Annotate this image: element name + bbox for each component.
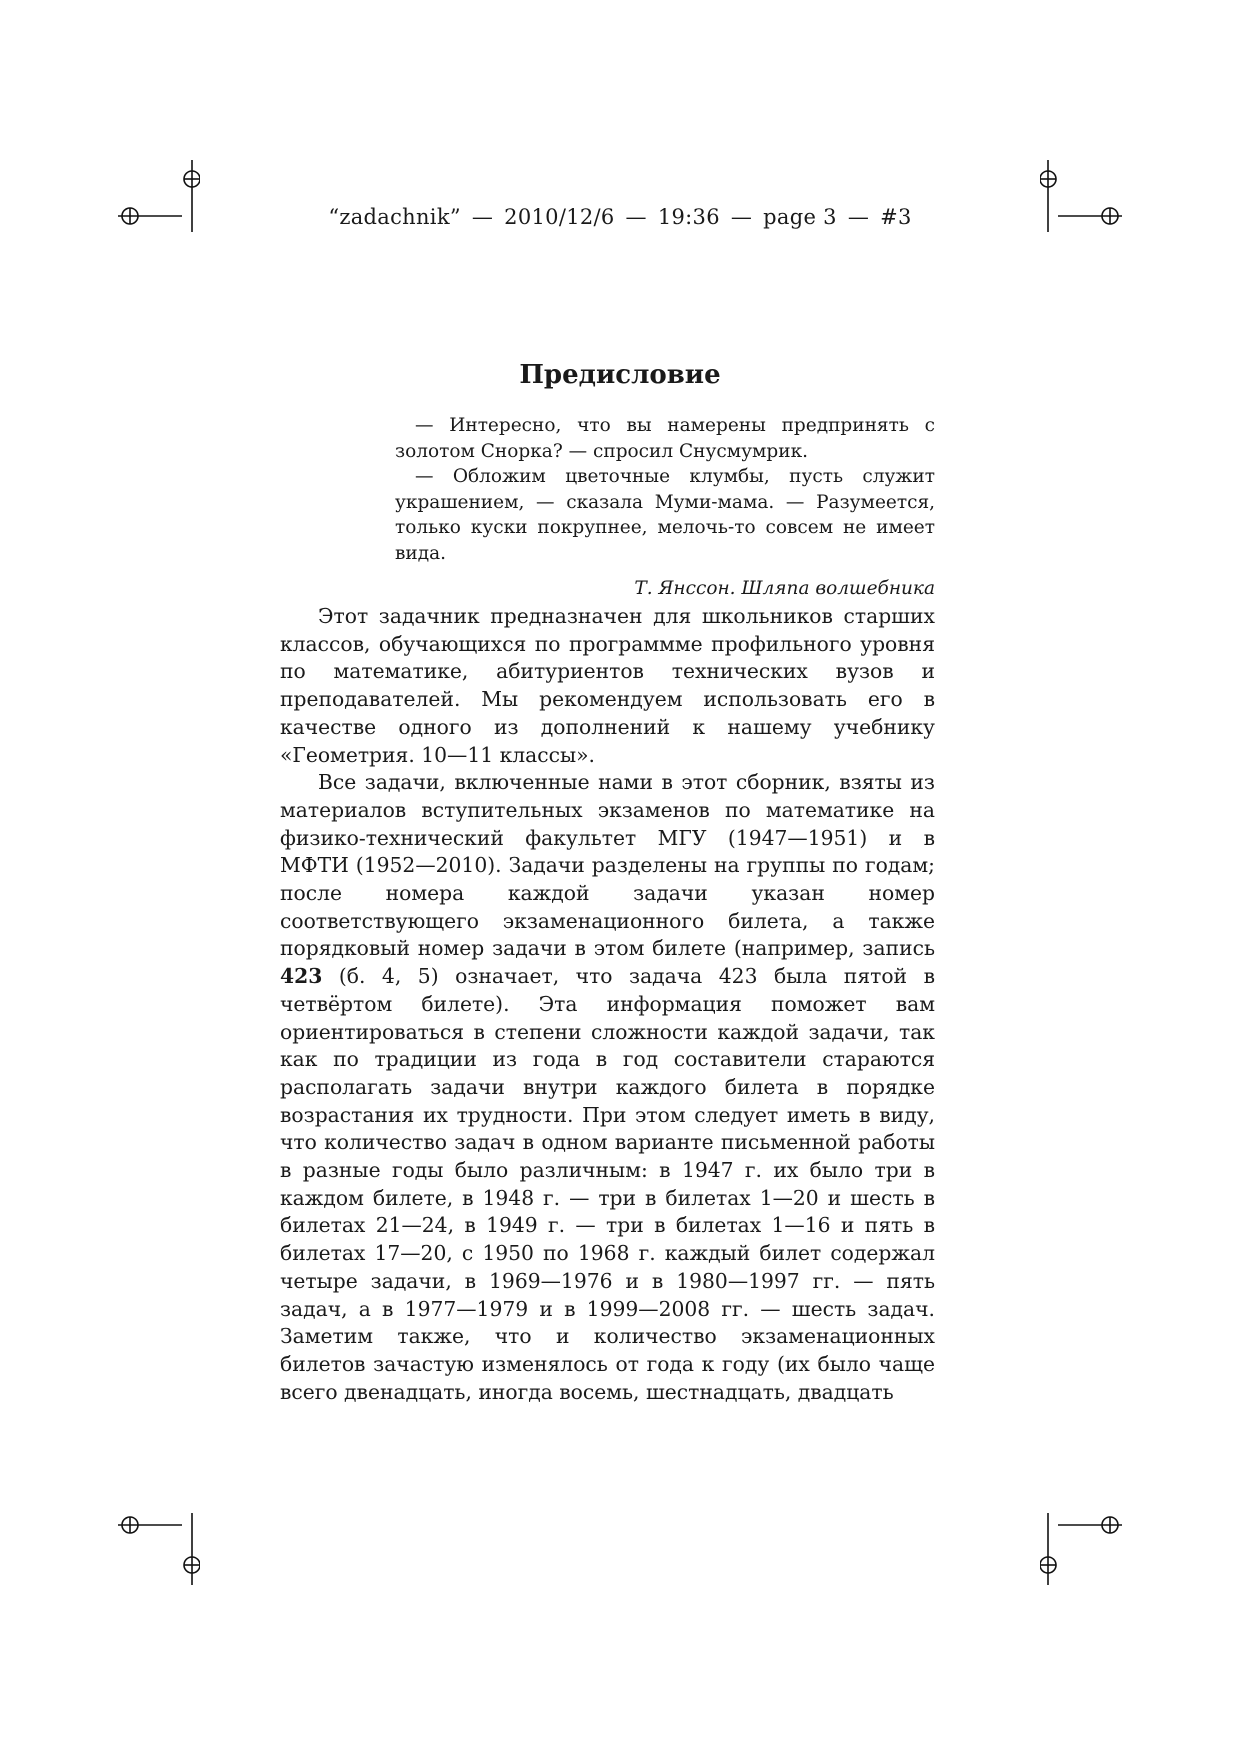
page-title: Предисловие xyxy=(519,360,721,390)
crop-mark-bottom-right xyxy=(1040,1505,1130,1595)
running-head-sep: — xyxy=(471,205,494,229)
running-head-number: #3 xyxy=(880,205,912,229)
running-head-time: 19:36 xyxy=(657,205,720,229)
running-head-page: page 3 xyxy=(763,205,837,229)
epigraph-line: — Обложим цветочные клумбы, пусть служит украшением, — сказала Муми-мама. — Разумеется, только куски покрупнее, мелочь-то совсем не имеет вида. xyxy=(395,466,935,564)
running-head-name: “zadachnik” xyxy=(328,205,461,229)
epigraph-line: — Интересно, что вы намерены предпринять с золотом Снорка? — спросил Снусмумрик. xyxy=(395,415,935,462)
paragraph-text: (б. 4, 5) означает, что задача 423 была пятой в четвёртом билете). Эта информация поможет вам ориентироваться в степени сложности каждой задачи, так как по традиции из года в год составители стараются располагать задачи внутри каждого билета в порядке возрастания их трудности. При этом следует иметь в виду, что количество задач в одном варианте письменной работы в разные годы было различным: в 1947 г. их было три в каждом билете, в 1948 г. — три в билетах 1—20 и шесть в билетах 21—24, в 1949 г. — три в билетах 1—16 и пять в билетах 17—20, с 1950 по 1968 г. каждый билет содержал четыре задачи, в 1969—1976 и в 1980—1997 гг. — пять задач, а в 1977—1979 и в 1999—2008 гг. — шесть задач. Заметим также, что и количество экзаменационных билетов зачастую изменялось от года к году (их было чаще всего двенадцать, иногда восемь, шестнадцать, двадцать xyxy=(280,964,935,1404)
running-head-date: 2010/12/6 xyxy=(504,205,615,229)
running-head xyxy=(0,205,1240,229)
body-text xyxy=(280,603,935,1406)
crop-mark-bottom-left xyxy=(110,1505,200,1595)
epigraph xyxy=(395,413,935,602)
running-head-sep: — xyxy=(730,205,753,229)
problem-number: 423 xyxy=(280,964,323,989)
running-head-sep: — xyxy=(625,205,647,229)
epigraph-attribution: Т. Янссон. Шляпа волшебника xyxy=(634,578,935,599)
running-head-sep: — xyxy=(847,205,870,229)
paragraph-text: Все задачи, включенные нами в этот сборник, взяты из материалов вступительных экзаменов по математике на физико-технический факультет МГУ (1947—1951) и в МФТИ (1952—2010). Задачи разделены на группы по годам; после номера каждой задачи указан номер соответствующего экзаменационного билета, а также порядковый номер задачи в этом билете (например, запись xyxy=(280,770,935,961)
paragraph xyxy=(280,769,935,1406)
paragraph: Этот задачник предназначен для школьников старших классов, обучающихся по программме профильного уровня по математике, абитуриентов технических вузов и преподавателей. Мы рекомендуем использовать его в качестве одного из дополнений к нашему учебнику «Геометрия. 10—11 классы». xyxy=(280,604,935,767)
